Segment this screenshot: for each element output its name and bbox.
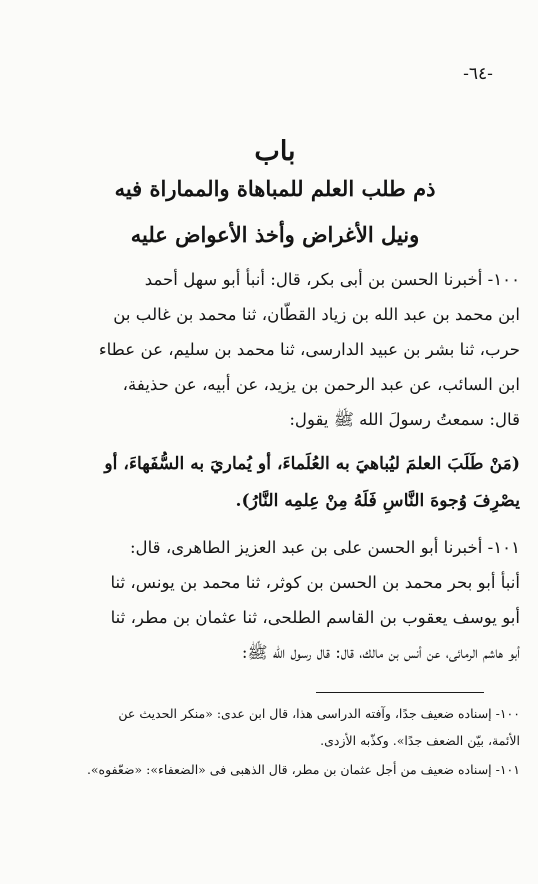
footnote-divider: [316, 692, 484, 693]
narration-line: حرب، ثنا بشر بن عبيد الدارسى، ثنا محمد بن سليم، عن عطاء: [98, 340, 520, 359]
chapter-title: باب: [254, 136, 296, 167]
footnote-line: الأئمة، بيّن الضعف جدًا». وكذّبه الأزدى.: [320, 733, 520, 748]
hadith-line: (مَنْ طَلَبَ العلمَ ليُباهيَ به العُلَماءَ، أو يُماريَ به السُّفَهاءَ، أو: [104, 454, 520, 474]
narration-line: ١٠١- أخبرنا أبو الحسن على بن عبد العزيز الطاهرى، قال:: [129, 538, 520, 557]
hadith-text-100: [20, 446, 520, 520]
narration-101: [20, 530, 520, 670]
footnote-101: [20, 756, 520, 783]
narration-line: ابن السائب، عن عبد الرحمن بن يزيد، عن أبيه، عن حذيفة،: [122, 375, 520, 394]
narration-line: أبو يوسف يعقوب بن القاسم الطلحى، ثنا عثمان بن مطر، ثنا: [110, 608, 520, 627]
footnote-line: ١٠٠- إسناده ضعيف جدًا، وآفته الدراسى هذا، قال ابن عدى: «منكر الحديث عن: [118, 706, 520, 721]
footnote-line: ١٠١- إسناده ضعيف من أجل عثمان بن مطر، قال الذهبى فى «الضعفاء»: «ضعّفوه».: [86, 762, 520, 777]
page-number: -٦٤-: [463, 64, 493, 84]
footnote-100: [20, 700, 520, 754]
narration-line: ١٠٠- أخبرنا الحسن بن أبى بكر، قال: أنبأ أبو سهل أحمد: [144, 270, 520, 289]
narration-100: [20, 262, 520, 437]
narration-line: قال: سمعتُ رسولَ الله ﷺ يقول:: [289, 410, 520, 429]
narration-line: أنبأ أبو بحر محمد بن الحسن بن كوثر، ثنا محمد بن يونس، ثنا: [110, 573, 520, 592]
chapter-subtitle-line-2: ونيل الأغراض وأخذ الأعواض عليه: [130, 222, 420, 247]
narration-line: أبو هاشم الرمائى، عن أنس بن مالك، قال: قال رسول الله ﷺ:: [241, 643, 520, 662]
hadith-line: يصْرِفَ وُجوهَ النَّاسِ فَلَهُ مِنْ عِلمِه النَّارُ).: [235, 491, 520, 511]
chapter-subtitle-line-1: ذم طلب العلم للمباهاة والمماراة فيه: [114, 176, 436, 201]
narration-line: ابن محمد بن عبد الله بن زياد القطّان، ثنا محمد بن غالب بن: [113, 305, 520, 324]
